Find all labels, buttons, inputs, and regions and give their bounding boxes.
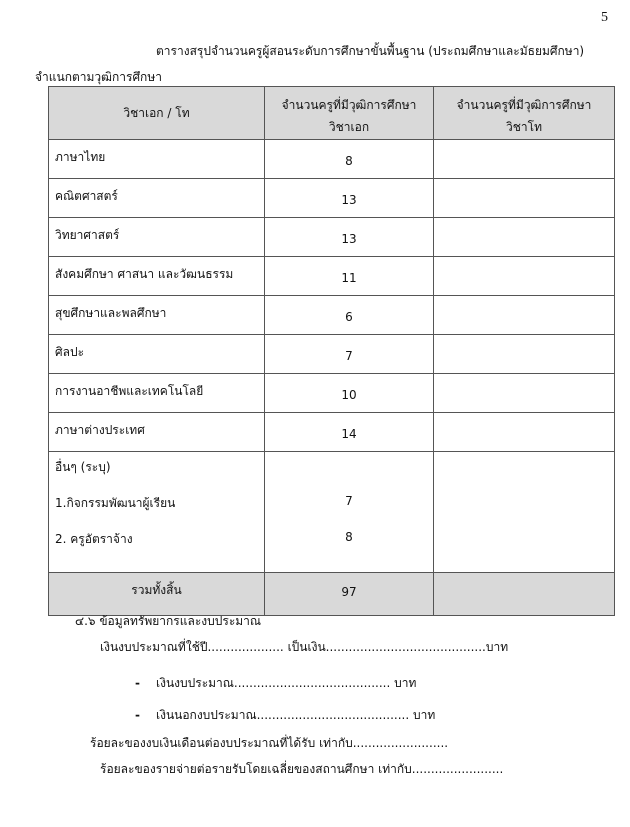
budget-heading: ๔.๖ ข้อมูลทรัพยากรและงบประมาณ <box>75 614 262 628</box>
row-major-count: 10 <box>265 374 434 413</box>
other-item-major: 8 <box>345 530 353 544</box>
row-subject: วิทยาศาสตร์ <box>49 218 265 257</box>
row-major-count: 7 <box>265 335 434 374</box>
total-major: 97 <box>265 573 434 616</box>
other-subjects <box>49 452 265 573</box>
row-subject: ศิลปะ <box>49 335 265 374</box>
row-minor-count <box>434 179 615 218</box>
other-item-major: 7 <box>345 494 353 508</box>
row-major-count: 8 <box>265 140 434 179</box>
row-minor-count <box>434 374 615 413</box>
row-subject: ภาษาต่างประเทศ <box>49 413 265 452</box>
table-row <box>49 296 615 335</box>
row-major-count: 6 <box>265 296 434 335</box>
row-major-count: 11 <box>265 257 434 296</box>
table-row <box>49 140 615 179</box>
total-minor <box>434 573 615 616</box>
header-minor-count: จำนวนครูที่มีวุฒิการศึกษา วิชาโท <box>434 87 615 140</box>
other-minor-counts <box>434 452 615 573</box>
row-minor-count <box>434 296 615 335</box>
row-subject: คณิตศาสตร์ <box>49 179 265 218</box>
row-major-count: 13 <box>265 218 434 257</box>
document-title: ตารางสรุปจำนวนครูผู้สอนระดับการศึกษาขั้นพื้นฐาน (ประถมศึกษาและมัธยมศึกษา) <box>156 44 585 58</box>
budget-line-1: เงินงบประมาณที่ใช้ปี.................... เป็นเงิน..........................................บาท <box>100 640 509 654</box>
row-subject: สังคมศึกษา ศาสนา และวัฒนธรรม <box>49 257 265 296</box>
row-minor-count <box>434 218 615 257</box>
table-row <box>49 413 615 452</box>
other-major-counts <box>265 452 434 573</box>
teacher-summary-table <box>48 86 615 616</box>
budget-line-2: ร้อยละของงบเงินเดือนต่องบประมาณที่ได้รับ เท่ากับ......................... <box>90 736 449 750</box>
row-major-count: 13 <box>265 179 434 218</box>
other-item-subject: 1.กิจกรรมพัฒนาผู้เรียน <box>55 496 176 510</box>
row-major-count: 14 <box>265 413 434 452</box>
dash-bullet: - <box>135 708 140 722</box>
row-minor-count <box>434 257 615 296</box>
table-header-row <box>49 87 615 140</box>
document-subtitle: จำแนกตามวุฒิการศึกษา <box>35 70 162 84</box>
total-label: รวมทั้งสิ้น <box>49 573 265 616</box>
header-major-count: จำนวนครูที่มีวุฒิการศึกษา วิชาเอก <box>265 87 434 140</box>
row-minor-count <box>434 140 615 179</box>
budget-line-3: ร้อยละของรายจ่ายต่อรายรับโดยเฉลี่ยของสถานศึกษา เท่ากับ........................ <box>100 762 504 776</box>
row-subject: สุขศึกษาและพลศึกษา <box>49 296 265 335</box>
other-item-subject: 2. ครูอัตราจ้าง <box>55 532 133 546</box>
page-number: 5 <box>601 10 608 25</box>
table-row <box>49 218 615 257</box>
row-subject: ภาษาไทย <box>49 140 265 179</box>
row-minor-count <box>434 335 615 374</box>
table-row <box>49 257 615 296</box>
table-row-other <box>49 452 615 573</box>
budget-item-1: - เงินงบประมาณ......................................... บาท <box>135 676 417 690</box>
row-subject: การงานอาชีพและเทคโนโลยี <box>49 374 265 413</box>
table-row <box>49 374 615 413</box>
dash-bullet: - <box>135 676 140 690</box>
table-row <box>49 179 615 218</box>
table-row <box>49 335 615 374</box>
header-major-minor: วิชาเอก / โท <box>49 87 265 140</box>
budget-item-2: - เงินนอกงบประมาณ........................................ บาท <box>135 708 436 722</box>
other-label: อื่นๆ (ระบุ) <box>55 460 111 474</box>
table-row-total <box>49 573 615 616</box>
row-minor-count <box>434 413 615 452</box>
